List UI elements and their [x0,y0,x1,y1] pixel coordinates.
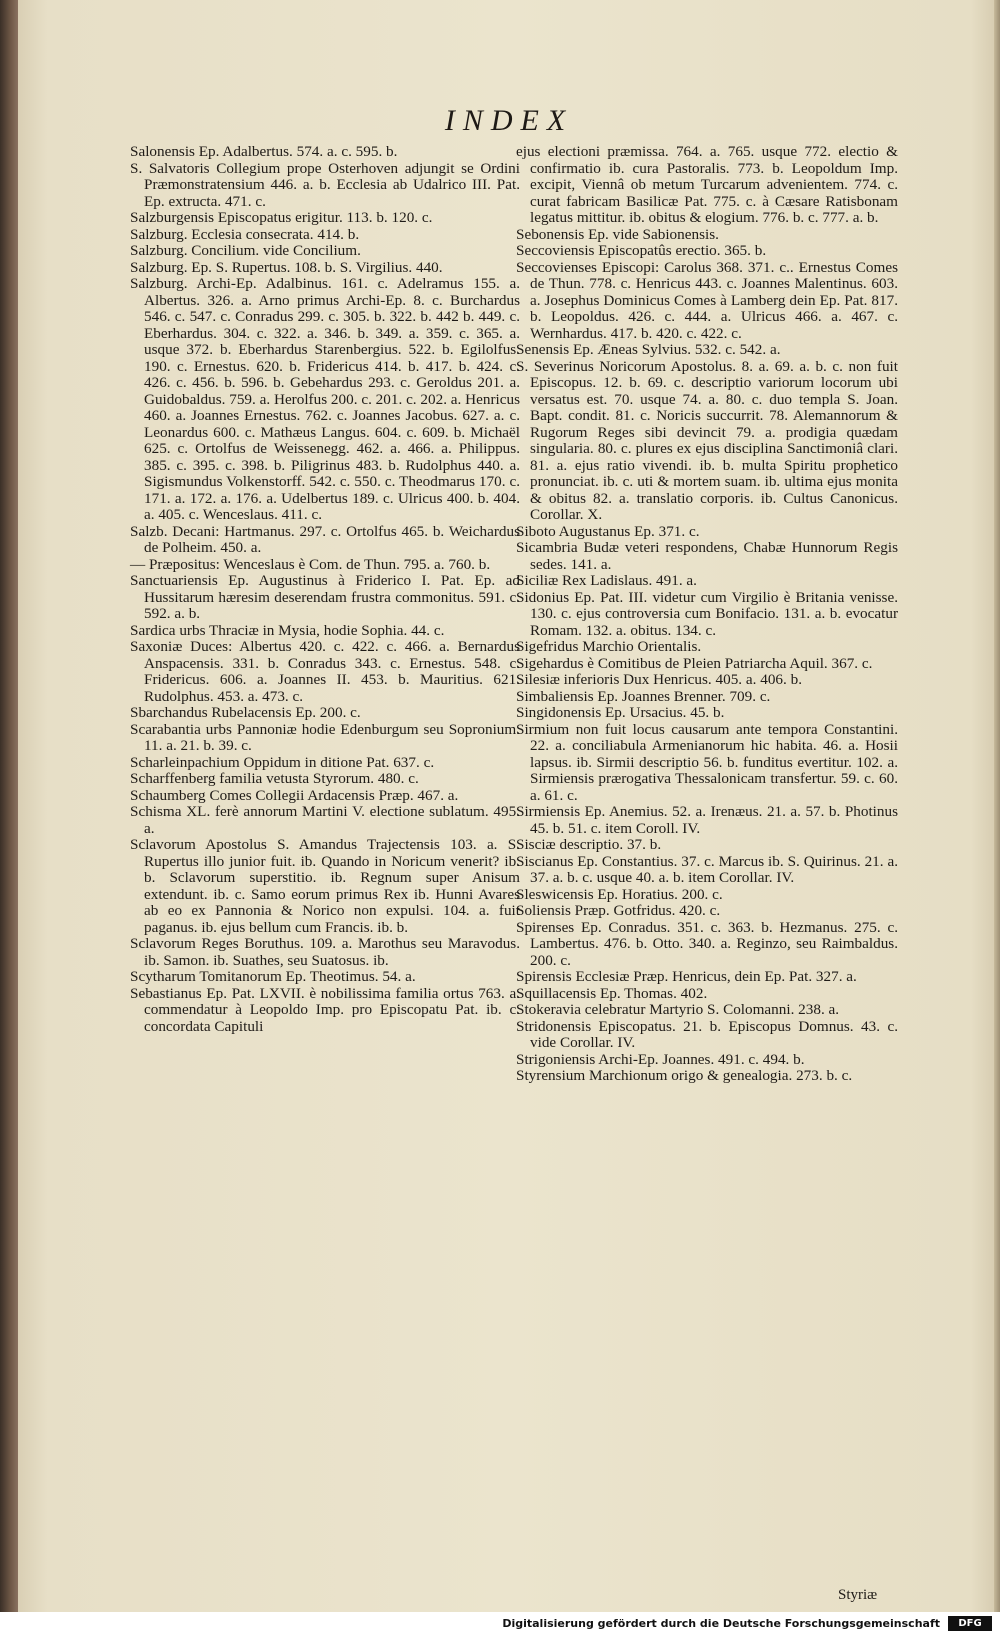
index-column-left [130,144,520,1035]
index-entry: Salzburg. Ep. S. Rupertus. 108. b. S. Virgilius. 440. [130,258,443,276]
index-entry: Scytharum Tomitanorum Ep. Theotimus. 54. a. [130,968,416,985]
index-entry: Sigefridus Marchio Orientalis. [516,638,702,655]
page-edge [994,0,1000,1612]
index-entry: Silesiæ inferioris Dux Henricus. 405. a. 406. b. [516,671,802,688]
index-entry: Scharffenberg familia vetusta Styrorum. 480. c. [130,770,419,787]
footer-credit: Digitalisierung gefördert durch die Deutsche Forschungsgemeinschaft [502,1617,940,1630]
digitization-footer [0,1612,1000,1635]
book-page [18,0,1000,1612]
index-entry: Sisciæ descriptio. 37. b. [516,836,662,853]
book-binding [0,0,18,1635]
index-entry: Sclavorum Reges Boruthus. 109. a. Marothus seu Maravodus. ib. Samon. ib. Suathes, seu Suatosus. ib. [130,935,520,969]
index-entry: Sirmium non fuit locus causarum ante tempora Constantini. 22. a. conciliabula Armenianorum hic habita. 46. a. Hosii lapsus. ib. Sirmii descriptio 56. b. funditus evertitur. 102. a. Sirmiensis prærogativa Thessalonicam transfertur. 59. c. 60. a. 61. c. [516,720,898,804]
index-entry: Saxoniæ Duces: Albertus 420. c. 422. c. 466. a. Bernardus Anspacensis. 331. b. Conradus 343. c. Ernestus. 548. c. Fridericus. 606. a. Joannes II. 453. b. Mauritius. 621. Rudolphus. 453. a. 473. c. [130,638,520,705]
index-entry: Strigoniensis Archi-Ep. Joannes. 491. c. 494. b. [516,1050,805,1068]
index-entry: Salonensis Ep. Adalbertus. 574. a. c. 595. b. [130,143,398,160]
index-entry: Schaumberg Comes Collegii Ardacensis Præp. 467. a. [130,786,459,804]
index-entry: Salzburg. Archi-Ep. Adalbinus. 161. c. Adelramus 155. a. Albertus. 326. a. Arno primus Archi-Ep. 8. c. Burchardus 546. c. 547. c. Conradus 299. c. 305. b. 322. b. 442 b. 449. c. Eberhardus. 304. c. 322. a. 346. b. 349. a. 359. c. 365. a. usque 372. b. Eberhardus Starenbergius. 522. b. Egilolfus. 190. c. Ernestus. 620. b. Fridericus 414. b. 417. b. 424. c. 426. c. 456. b. 596. b. Gebehardus 293. c. Geroldus 201. a. Guidobaldus. 759. a. Herolfus 200. c. 201. c. 202. a. Henricus 460. a. Joannes Ernestus. 762. c. Joannes Jacobus. 627. a. c. Leonardus 600. c. Mathæus Langus. 604. c. 609. b. Michaël 625. c. Ortolfus de Weissenegg. 462. a. 466. a. Philippus. 385. c. 395. c. 398. b. Piligrinus 483. b. Rudolphus 440. a. Sigismundus Volkenstorff. 542. c. 550. c. Theodmarus 170. c. 171. a. 172. a. 176. a. Udelbertus 189. c. Ulricus 400. b. 404. a. 405. c. Wenceslaus. 411. c. [130,275,520,523]
index-entry: Sanctuariensis Ep. Augustinus à Friderico I. Pat. Ep. ad Hussitarum hæresim deserendam frustra commonitus. 591. c. 592. a. b. [130,572,520,622]
dfg-logo: DFG [948,1616,992,1631]
index-entry: — Præpositus: Wenceslaus è Com. de Thun. 795. a. 760. b. [130,555,491,573]
index-entry: Salzburgensis Episcopatus erigitur. 113. b. 120. c. [130,209,433,226]
index-entry: Scarabantia urbs Pannoniæ hodie Edenburgum seu Sopronium. 11. a. 21. b. 39. c. [130,720,520,754]
index-entry: Seccoviensis Episcopatûs erectio. 365. b. [516,242,767,259]
index-entry: Sbarchandus Rubelacensis Ep. 200. c. [130,704,361,721]
index-entry: Stokeravia celebratur Martyrio S. Colomanni. 238. a. [516,1001,840,1018]
index-entry: Sirmiensis Ep. Anemius. 52. a. Irenæus. 21. a. 57. b. Photinus 45. b. 51. c. item Coroll. IV. [516,803,898,837]
index-entry: Scharleinpachium Oppidum in ditione Pat. 637. c. [130,753,435,771]
index-entry: Sclavorum Apostolus S. Amandus Trajectensis 103. a. S. Rupertus illo junior fuit. ib. Quando in Noricum venerit? ib. b. Sclavorum superstitio. ib. Regnum super Anisum extendunt. ib. c. Samo eorum primus Rex ib. Hunni Avares ab eo ex Pannonia & Norico non expulsi. 104. a. fuit paganus. ib. ejus bellum cum Francis. ib. b. [130,836,520,936]
index-entry: Sidonius Ep. Pat. III. videtur cum Virgilio è Britania venisse. 130. c. ejus controversia cum Bonifacio. 131. a. b. evocatur Romam. 132. a. obitus. 134. c. [516,588,898,639]
index-entry: Senensis Ep. Æneas Sylvius. 532. c. 542. a. [516,341,781,358]
index-entry: ejus electioni præmissa. 764. a. 765. usque 772. electio & confirmatio ib. cura Pastoralis. 773. b. Leopoldum Imp. excipit, Viennâ ob metum Turcarum advenientem. 774. c. curat fabricam Basilicæ Pat. 775. c. à Cæsare Ratisbonam legatus mittitur. ib. obitus & elogium. 776. b. c. 777. a. b. [516,143,898,226]
index-entry: Sebonensis Ep. vide Sabionensis. [516,225,719,243]
index-entry: Styrensium Marchionum origo & genealogia. 273. b. c. [516,1067,853,1084]
index-entry: Squillacensis Ep. Thomas. 402. [516,984,708,1002]
index-entry: Sardica urbs Thraciæ in Mysia, hodie Sophia. 44. c. [130,621,445,639]
index-entry: Salzburg. Ecclesia consecrata. 414. b. [130,225,360,243]
catchword: Styriæ [838,1587,878,1603]
index-entry: S. Salvatoris Collegium prope Osterhoven adjungit se Ordini Præmonstratensium 446. a. b. Ecclesia ab Udalrico III. Pat. Ep. extructa. 471. c. [130,159,520,210]
index-entry: Seccovienses Episcopi: Carolus 368. 371. c.. Ernestus Comes de Thun. 778. c. Henricus 443. c. Joannes Malentinus. 603. a. Josephus Dominicus Comes à Lamberg dein Ep. Pat. 817. b. Leopoldus. 426. c. 444. a. Ulricus 466. a. 467. c. Wernhardus. 417. b. 420. c. 422. c. [516,258,898,342]
index-entry: Siboto Augustanus Ep. 371. c. [516,522,700,540]
index-entry: Sicambria Budæ veteri respondens, Chabæ Hunnorum Regis sedes. 141. a. [516,539,898,573]
index-entry: Sleswicensis Ep. Horatius. 200. c. [516,885,723,903]
index-entry: Salzb. Decani: Hartmanus. 297. c. Ortolfus 465. b. Weichardus de Polheim. 450. a. [130,522,520,556]
index-entry: Spirenses Ep. Conradus. 351. c. 363. b. Hezmanus. 275. c. Lambertus. 476. b. Otto. 340. a. Reginzo, seu Raimbaldus. 200. c. [516,918,898,969]
index-entry: Siciliæ Rex Ladislaus. 491. a. [516,572,697,589]
index-entry: Spirensis Ecclesiæ Præp. Henricus, dein Ep. Pat. 327. a. [516,968,857,985]
index-entry: Stridonensis Episcopatus. 21. b. Episcopus Domnus. 43. c. vide Corollar. IV. [516,1017,898,1051]
index-entry: Simbaliensis Ep. Joannes Brenner. 709. c. [516,687,771,705]
index-entry: Singidonensis Ep. Ursacius. 45. b. [516,704,725,721]
index-entry: Soliensis Præp. Gotfridus. 420. c. [516,902,721,919]
index-entry: Salzburg. Concilium. vide Concilium. [130,242,361,259]
index-entry: Sigehardus è Comitibus de Pleien Patriarcha Aquil. 367. c. [516,654,873,672]
index-entry: Sebastianus Ep. Pat. LXVII. è nobilissima familia ortus 763. a. commendatur à Leopoldo Imp. pro Episcopatu Pat. ib. c. concordata Capituli [130,984,520,1035]
index-entry: Schisma XL. ferè annorum Martini V. electione sublatum. 495. a. [130,803,520,837]
index-entry: Siscianus Ep. Constantius. 37. c. Marcus ib. S. Quirinus. 21. a. 37. a. b. c. usque 40. a. b. item Corollar. IV. [516,852,898,886]
index-entry: S. Severinus Noricorum Apostolus. 8. a. 69. a. b. c. non fuit Episcopus. 12. b. 69. c. descriptio variorum locorum ubi versatus est. 70. usque 74. a. 80. c. duo templa S. Joan. Bapt. condit. 81. c. Noricis succurrit. 78. Alemannorum & Rugorum Reges sibi devincit 79. a. prodigia quædam singularia. 80. c. plures ex ejus disciplina Sanctimoniâ clari. 81. a. ejus ratio vivendi. ib. b. multa Spiritu prophetico pronunciat. ib. c. uti & mortem suam. ib. ultima ejus monita & obitus 82. a. translatio corporis. ib. Cultus Canonicus. Corollar. X. [516,357,898,523]
index-column-right [516,144,898,1085]
page-title: INDEX [444,104,574,137]
